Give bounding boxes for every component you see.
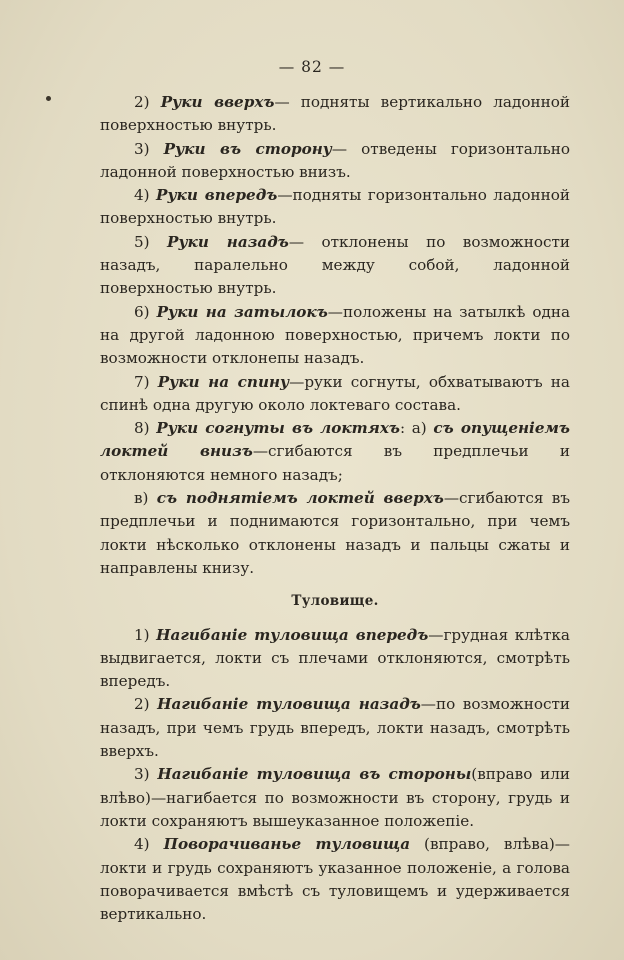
section-heading: Туловище. xyxy=(291,593,379,610)
item-term: Поворачиванье туловища xyxy=(163,835,411,854)
paragraph-torso-back xyxy=(100,693,570,763)
item-term: Нагибаніе туловища впередъ xyxy=(156,625,429,644)
item-number: 4) xyxy=(134,186,150,205)
paragraph-arms-back xyxy=(100,231,570,301)
item-text: —по возможности назадъ, при чемъ грудь впередъ, локти назадъ, смотрѣть вверхъ. xyxy=(100,695,571,761)
item-number: 5) xyxy=(134,232,150,251)
paragraph-torso-turn xyxy=(100,833,570,926)
item-text: —сгибаются въ предплечьи и поднимаются горизонтально, при чемъ локти нѣсколько отклонены назадъ и пальцы сжаты и направлены книзу. xyxy=(100,489,570,577)
item-number: 1) xyxy=(134,625,150,644)
item-term: Нагибаніе туловища назадъ xyxy=(157,695,421,714)
page-number: — 82 — xyxy=(278,58,346,76)
item-number: 2) xyxy=(134,93,150,111)
item-number: 3) xyxy=(134,139,150,158)
item-text: : а) xyxy=(399,419,434,438)
item-number: 8) xyxy=(134,419,150,438)
item-term: Руки согнуты въ локтяхъ xyxy=(156,419,400,438)
paragraph-arms-sideways xyxy=(100,138,570,185)
item-text: — отклонены по возможности назадъ, паралельно между собой, ладонной поверхностью внутрь. xyxy=(100,232,570,298)
item-term: съ поднятіемъ локтей вверхъ xyxy=(156,489,444,508)
item-number: 3) xyxy=(134,765,150,784)
item-term: Руки назадъ xyxy=(167,232,289,251)
page-body xyxy=(100,91,570,926)
item-number: 4) xyxy=(134,835,150,854)
item-term: Нагибаніе туловища въ стороны xyxy=(157,765,472,784)
item-number: 6) xyxy=(134,302,150,321)
item-text: — отведены горизонтально ладонной поверхностью внизъ. xyxy=(100,139,570,181)
item-number: в) xyxy=(134,489,149,508)
item-text: —грудная клѣтка выдвигается, локти съ плечами отклоняются, смотрѣть впередъ. xyxy=(100,625,570,691)
paragraph-arms-up xyxy=(100,91,570,138)
paragraph-arms-bent xyxy=(100,417,570,487)
item-term: Руки на затылокъ xyxy=(156,302,328,321)
paragraph-torso-sides xyxy=(100,763,570,833)
item-term-secondary: съ опущеніемъ локтей внизъ xyxy=(100,419,570,461)
paragraph-arms-back-hold xyxy=(100,371,570,418)
paragraph-torso-forward xyxy=(100,624,570,694)
item-text: — подняты вертикально ладонной поверхностью внутрь. xyxy=(100,93,570,135)
item-text-secondary: —сгибаются въ предплечьи и отклоняются немного назадъ; xyxy=(100,442,570,484)
item-text: (вправо или влѣво)—нагибается по возможности въ сторону, грудь и локти сохраняютъ вышеуказанное положепіе. xyxy=(100,765,570,830)
item-text: —положены на затылкѣ одна на другой ладонною поверхностью, причемъ локти по возможности отклонепы назадъ. xyxy=(100,302,571,368)
item-text: —руки согнуты, обхватываютъ на спинѣ одна другую около локтеваго состава. xyxy=(100,372,570,414)
item-text: —подняты горизонтально ладонной поверхностью внутрь. xyxy=(100,186,571,228)
item-term: Руки впередъ xyxy=(156,186,278,205)
item-term: Руки на спину xyxy=(157,372,290,391)
item-number: 7) xyxy=(134,372,150,391)
paragraph-elbows-up xyxy=(100,487,570,580)
paragraph-arms-forward xyxy=(100,184,570,231)
item-text: (вправо, влѣва)—локти и грудь сохраняютъ указанное положеніе, а голова поворачивается вмѣстѣ съ туловищемъ и удерживается вертикально. xyxy=(100,835,570,924)
paragraph-arms-nape xyxy=(100,301,570,371)
item-number: 2) xyxy=(134,695,150,714)
item-term: Руки вверхъ xyxy=(160,93,275,111)
item-term: Руки въ сторону xyxy=(163,139,332,158)
ink-speck xyxy=(46,96,51,101)
